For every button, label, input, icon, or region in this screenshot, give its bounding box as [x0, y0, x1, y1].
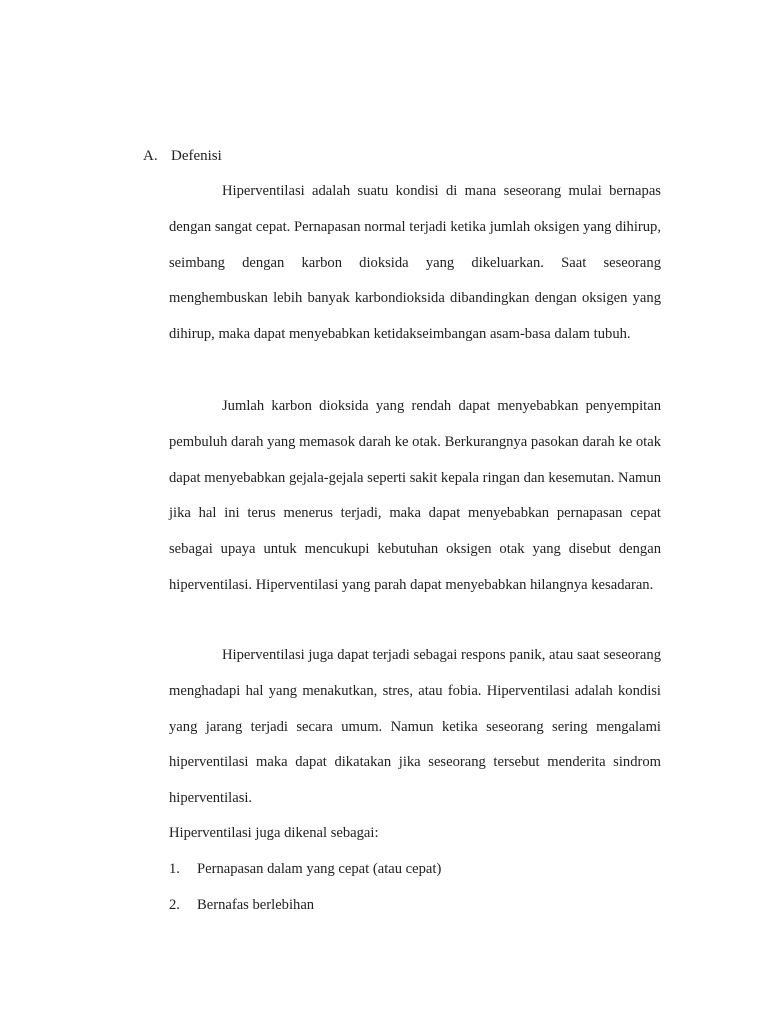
- list-item: [169, 858, 441, 880]
- paragraph-definition: Hiperventilasi adalah suatu kondisi di mana seseorang mulai bernapas dengan sangat cepat. Pernapasan normal terjadi ketika jumlah oksigen yang dihirup, seimbang dengan karbon dioksida yang dikeluarkan. Saat seseorang menghembuskan lebih banyak karbondioksida dibandingkan dengan oksigen yang dihirup, maka dapat menyebabkan ketidakseimbangan asam-basa dalam tubuh.: [169, 183, 661, 343]
- list-item-text: Bernafas berlebihan: [197, 897, 315, 913]
- list-item: [169, 894, 314, 916]
- section-heading: [143, 146, 222, 166]
- list-item-text: Pernapasan dalam yang cepat (atau cepat): [197, 861, 442, 877]
- section-title: Defenisi: [171, 148, 222, 164]
- list-intro: Hiperventilasi juga dikenal sebagai:: [169, 825, 379, 841]
- paragraph-carbon-dioxide: Jumlah karbon dioksida yang rendah dapat menyebabkan penyempitan pembuluh darah yang memasok darah ke otak. Berkurangnya pasokan darah ke otak dapat menyebabkan gejala-gejala seperti sakit kepala ringan dan kesemutan. Namun jika hal ini terus menerus terjadi, maka dapat menyebabkan pernapasan cepat sebagai upaya untuk mencukupi kebutuhan oksigen otak yang disebut dengan hiperventilasi. Hiperventilasi yang parah dapat menyebabkan hilangnya kesadaran.: [169, 398, 661, 593]
- section-letter: A.: [143, 148, 158, 164]
- paragraph-panic-response: Hiperventilasi juga dapat terjadi sebagai respons panik, atau saat seseorang menghadapi hal yang menakutkan, stres, atau fobia. Hiperventilasi adalah kondisi yang jarang terjadi secara umum. Namun ketika seseorang sering mengalami hiperventilasi maka dapat dikatakan jika seseorang tersebut menderita sindrom hiperventilasi.: [169, 647, 661, 807]
- list-item-number: 1.: [169, 861, 180, 877]
- list-item-number: 2.: [169, 897, 180, 913]
